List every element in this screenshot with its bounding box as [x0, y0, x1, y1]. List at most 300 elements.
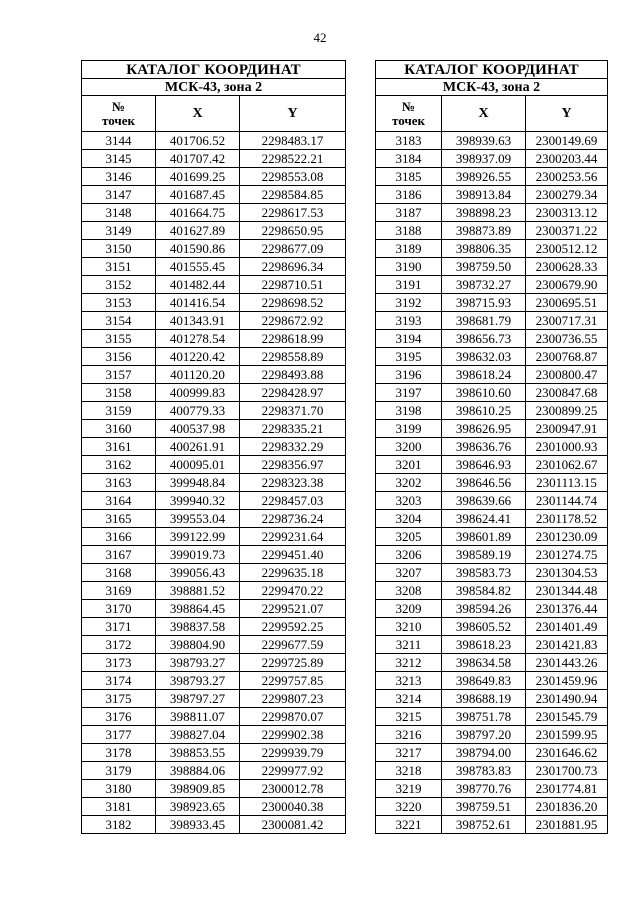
catalog-subtitle: МСК-43, зона 2: [376, 79, 608, 96]
y-coordinate-cell: 2298618.99: [240, 330, 346, 348]
point-number-cell: 3209: [376, 600, 442, 618]
point-number-cell: 3218: [376, 762, 442, 780]
table-row: [82, 168, 346, 186]
table-row: [82, 708, 346, 726]
table-row: [376, 294, 608, 312]
table-row: [82, 420, 346, 438]
point-number-cell: 3174: [82, 672, 156, 690]
x-coordinate-cell: 398759.50: [442, 258, 526, 276]
x-coordinate-cell: 401706.52: [156, 132, 240, 150]
x-coordinate-cell: 398804.90: [156, 636, 240, 654]
table-row: [82, 780, 346, 798]
y-coordinate-cell: 2301230.09: [526, 528, 608, 546]
point-number-cell: 3169: [82, 582, 156, 600]
y-coordinate-cell: 2300899.25: [526, 402, 608, 420]
table-row: [82, 222, 346, 240]
y-coordinate-cell: 2299677.59: [240, 636, 346, 654]
table-row: [82, 816, 346, 834]
y-coordinate-cell: 2298457.03: [240, 492, 346, 510]
y-coordinate-cell: 2301178.52: [526, 510, 608, 528]
point-number-cell: 3211: [376, 636, 442, 654]
y-coordinate-cell: 2300253.56: [526, 168, 608, 186]
table-row: [82, 438, 346, 456]
x-coordinate-cell: 401482.44: [156, 276, 240, 294]
y-coordinate-cell: 2298736.24: [240, 510, 346, 528]
x-coordinate-cell: 401278.54: [156, 330, 240, 348]
y-coordinate-cell: 2298483.17: [240, 132, 346, 150]
y-coordinate-cell: 2300768.87: [526, 348, 608, 366]
point-number-cell: 3182: [82, 816, 156, 834]
y-coordinate-cell: 2300371.22: [526, 222, 608, 240]
y-coordinate-cell: 2300847.68: [526, 384, 608, 402]
catalog-subtitle: МСК-43, зона 2: [82, 79, 346, 96]
y-coordinate-cell: 2301459.96: [526, 672, 608, 690]
y-coordinate-cell: 2301443.26: [526, 654, 608, 672]
y-coordinate-cell: 2300800.47: [526, 366, 608, 384]
x-coordinate-cell: 398793.27: [156, 672, 240, 690]
point-number-cell: 3157: [82, 366, 156, 384]
x-coordinate-cell: 398636.76: [442, 438, 526, 456]
page-number: 42: [313, 30, 327, 45]
table-row: [376, 366, 608, 384]
x-coordinate-cell: 398594.26: [442, 600, 526, 618]
column-header-y: Y: [240, 96, 346, 132]
x-coordinate-cell: 398864.45: [156, 600, 240, 618]
y-coordinate-cell: 2300012.78: [240, 780, 346, 798]
table-row: [82, 150, 346, 168]
x-coordinate-cell: 399553.04: [156, 510, 240, 528]
point-number-cell: 3179: [82, 762, 156, 780]
x-coordinate-cell: 398639.66: [442, 492, 526, 510]
table-row: [376, 420, 608, 438]
y-coordinate-cell: 2301304.53: [526, 564, 608, 582]
point-number-cell: 3185: [376, 168, 442, 186]
y-coordinate-cell: 2301000.93: [526, 438, 608, 456]
x-coordinate-cell: 398601.89: [442, 528, 526, 546]
y-coordinate-cell: 2299231.64: [240, 528, 346, 546]
y-coordinate-cell: 2300717.31: [526, 312, 608, 330]
y-coordinate-cell: 2298710.51: [240, 276, 346, 294]
table-row: [376, 816, 608, 834]
table-row: [82, 726, 346, 744]
point-number-cell: 3148: [82, 204, 156, 222]
x-coordinate-cell: 398770.76: [442, 780, 526, 798]
y-coordinate-cell: 2299939.79: [240, 744, 346, 762]
point-number-cell: 3215: [376, 708, 442, 726]
x-coordinate-cell: 398751.78: [442, 708, 526, 726]
point-number-cell: 3220: [376, 798, 442, 816]
table-row: [376, 150, 608, 168]
y-coordinate-cell: 2301545.79: [526, 708, 608, 726]
point-number-cell: 3195: [376, 348, 442, 366]
x-coordinate-cell: 398926.55: [442, 168, 526, 186]
table-row: [82, 546, 346, 564]
table-row: [376, 474, 608, 492]
table-row: [82, 204, 346, 222]
y-coordinate-cell: 2301490.94: [526, 690, 608, 708]
point-number-cell: 3161: [82, 438, 156, 456]
x-coordinate-cell: 398939.63: [442, 132, 526, 150]
x-coordinate-cell: 398837.58: [156, 618, 240, 636]
point-number-cell: 3208: [376, 582, 442, 600]
y-coordinate-cell: 2298553.08: [240, 168, 346, 186]
y-coordinate-cell: 2298332.29: [240, 438, 346, 456]
point-number-cell: 3187: [376, 204, 442, 222]
table-row: [376, 780, 608, 798]
point-number-cell: 3158: [82, 384, 156, 402]
table-row: [82, 564, 346, 582]
table-row: [82, 744, 346, 762]
table-row: [376, 726, 608, 744]
table-row: [82, 600, 346, 618]
x-coordinate-cell: 401627.89: [156, 222, 240, 240]
table-row: [82, 330, 346, 348]
point-number-cell: 3219: [376, 780, 442, 798]
y-coordinate-cell: 2301836.20: [526, 798, 608, 816]
y-coordinate-cell: 2299902.38: [240, 726, 346, 744]
y-coordinate-cell: 2300512.12: [526, 240, 608, 258]
table-row: [376, 492, 608, 510]
y-coordinate-cell: 2299521.07: [240, 600, 346, 618]
point-number-cell: 3146: [82, 168, 156, 186]
table-row: [376, 330, 608, 348]
y-coordinate-cell: 2301376.44: [526, 600, 608, 618]
x-coordinate-cell: 400537.98: [156, 420, 240, 438]
point-number-cell: 3156: [82, 348, 156, 366]
table-row: [376, 672, 608, 690]
x-coordinate-cell: 398618.23: [442, 636, 526, 654]
point-number-cell: 3206: [376, 546, 442, 564]
x-coordinate-cell: 398618.24: [442, 366, 526, 384]
y-coordinate-cell: 2301113.15: [526, 474, 608, 492]
x-coordinate-cell: 400779.33: [156, 402, 240, 420]
point-number-cell: 3199: [376, 420, 442, 438]
table-row: [376, 204, 608, 222]
table-row: [376, 564, 608, 582]
table-row: [376, 276, 608, 294]
y-coordinate-cell: 2301599.95: [526, 726, 608, 744]
table-row: [376, 744, 608, 762]
table-row: [376, 186, 608, 204]
y-coordinate-cell: 2300279.34: [526, 186, 608, 204]
point-number-cell: 3180: [82, 780, 156, 798]
x-coordinate-cell: 398626.95: [442, 420, 526, 438]
point-number-cell: 3216: [376, 726, 442, 744]
table-row: [376, 636, 608, 654]
y-coordinate-cell: 2298672.92: [240, 312, 346, 330]
x-coordinate-cell: 398811.07: [156, 708, 240, 726]
table-row: [376, 510, 608, 528]
table-row: [82, 618, 346, 636]
point-number-cell: 3207: [376, 564, 442, 582]
y-coordinate-cell: 2298371.70: [240, 402, 346, 420]
point-number-cell: 3153: [82, 294, 156, 312]
x-coordinate-cell: 398610.25: [442, 402, 526, 420]
table-row: [82, 456, 346, 474]
table-row: [82, 474, 346, 492]
x-coordinate-cell: 401416.54: [156, 294, 240, 312]
y-coordinate-cell: 2298428.97: [240, 384, 346, 402]
y-coordinate-cell: 2301774.81: [526, 780, 608, 798]
x-coordinate-cell: 401555.45: [156, 258, 240, 276]
point-number-cell: 3178: [82, 744, 156, 762]
x-coordinate-cell: 398646.93: [442, 456, 526, 474]
table-row: [376, 402, 608, 420]
x-coordinate-cell: 398827.04: [156, 726, 240, 744]
point-number-cell: 3210: [376, 618, 442, 636]
x-coordinate-cell: 401699.25: [156, 168, 240, 186]
table-row: [376, 132, 608, 150]
table-row: [82, 762, 346, 780]
table-row: [376, 312, 608, 330]
table-row: [82, 348, 346, 366]
y-coordinate-cell: 2300040.38: [240, 798, 346, 816]
x-coordinate-cell: 398873.89: [442, 222, 526, 240]
point-number-cell: 3167: [82, 546, 156, 564]
y-coordinate-cell: 2301344.48: [526, 582, 608, 600]
y-coordinate-cell: 2298698.52: [240, 294, 346, 312]
table-row: [376, 762, 608, 780]
y-coordinate-cell: 2298650.95: [240, 222, 346, 240]
point-number-cell: 3150: [82, 240, 156, 258]
x-coordinate-cell: 399948.84: [156, 474, 240, 492]
table-row: [376, 258, 608, 276]
y-coordinate-cell: 2298493.88: [240, 366, 346, 384]
y-coordinate-cell: 2299757.85: [240, 672, 346, 690]
y-coordinate-cell: 2300679.90: [526, 276, 608, 294]
table-row: [376, 348, 608, 366]
point-number-cell: 3193: [376, 312, 442, 330]
y-coordinate-cell: 2301274.75: [526, 546, 608, 564]
x-coordinate-cell: 400261.91: [156, 438, 240, 456]
y-coordinate-cell: 2299977.92: [240, 762, 346, 780]
x-coordinate-cell: 398759.51: [442, 798, 526, 816]
point-number-cell: 3166: [82, 528, 156, 546]
y-coordinate-cell: 2299470.22: [240, 582, 346, 600]
x-coordinate-cell: 398656.73: [442, 330, 526, 348]
table-row: [376, 546, 608, 564]
coordinate-catalog-table-right: [375, 60, 608, 834]
x-coordinate-cell: 398646.56: [442, 474, 526, 492]
y-coordinate-cell: 2298696.34: [240, 258, 346, 276]
x-coordinate-cell: 398793.27: [156, 654, 240, 672]
x-coordinate-cell: 401687.45: [156, 186, 240, 204]
point-number-cell: 3160: [82, 420, 156, 438]
point-number-cell: 3212: [376, 654, 442, 672]
table-row: [82, 636, 346, 654]
x-coordinate-cell: 398649.83: [442, 672, 526, 690]
x-coordinate-cell: 398752.61: [442, 816, 526, 834]
table-row: [82, 276, 346, 294]
y-coordinate-cell: 2301421.83: [526, 636, 608, 654]
point-number-cell: 3171: [82, 618, 156, 636]
x-coordinate-cell: 398884.06: [156, 762, 240, 780]
y-coordinate-cell: 2298617.53: [240, 204, 346, 222]
point-number-cell: 3192: [376, 294, 442, 312]
table-row: [82, 366, 346, 384]
point-number-cell: 3177: [82, 726, 156, 744]
table-row: [376, 438, 608, 456]
point-number-cell: 3151: [82, 258, 156, 276]
point-number-cell: 3184: [376, 150, 442, 168]
y-coordinate-cell: 2301646.62: [526, 744, 608, 762]
y-coordinate-cell: 2299807.23: [240, 690, 346, 708]
y-coordinate-cell: 2299635.18: [240, 564, 346, 582]
x-coordinate-cell: 398794.00: [442, 744, 526, 762]
x-coordinate-cell: 398797.20: [442, 726, 526, 744]
x-coordinate-cell: 399940.32: [156, 492, 240, 510]
x-coordinate-cell: 398909.85: [156, 780, 240, 798]
x-coordinate-cell: 398732.27: [442, 276, 526, 294]
point-number-cell: 3170: [82, 600, 156, 618]
x-coordinate-cell: 398715.93: [442, 294, 526, 312]
x-coordinate-cell: 398634.58: [442, 654, 526, 672]
x-coordinate-cell: 398923.65: [156, 798, 240, 816]
table-row: [376, 222, 608, 240]
coordinate-catalog-table-left: [81, 60, 346, 834]
table-row: [82, 654, 346, 672]
table-row: [376, 618, 608, 636]
catalog-title: КАТАЛОГ КООРДИНАТ: [82, 61, 346, 79]
x-coordinate-cell: 399122.99: [156, 528, 240, 546]
x-coordinate-cell: 398933.45: [156, 816, 240, 834]
table-row: [376, 690, 608, 708]
y-coordinate-cell: 2298558.89: [240, 348, 346, 366]
x-coordinate-cell: 398632.03: [442, 348, 526, 366]
table-row: [82, 132, 346, 150]
point-number-cell: 3213: [376, 672, 442, 690]
point-number-cell: 3214: [376, 690, 442, 708]
y-coordinate-cell: 2299870.07: [240, 708, 346, 726]
table-row: [376, 384, 608, 402]
point-number-cell: 3154: [82, 312, 156, 330]
y-coordinate-cell: 2298677.09: [240, 240, 346, 258]
x-coordinate-cell: 398937.09: [442, 150, 526, 168]
y-coordinate-cell: 2300081.42: [240, 816, 346, 834]
table-row: [82, 240, 346, 258]
table-row: [82, 186, 346, 204]
point-number-cell: 3202: [376, 474, 442, 492]
table-row: [82, 402, 346, 420]
point-number-cell: 3181: [82, 798, 156, 816]
point-number-cell: 3201: [376, 456, 442, 474]
x-coordinate-cell: 398583.73: [442, 564, 526, 582]
point-number-cell: 3205: [376, 528, 442, 546]
table-row: [376, 168, 608, 186]
table-row: [82, 798, 346, 816]
point-number-cell: 3168: [82, 564, 156, 582]
x-coordinate-cell: 401120.20: [156, 366, 240, 384]
x-coordinate-cell: 400999.83: [156, 384, 240, 402]
point-number-cell: 3189: [376, 240, 442, 258]
point-number-cell: 3163: [82, 474, 156, 492]
y-coordinate-cell: 2301144.74: [526, 492, 608, 510]
point-number-cell: 3198: [376, 402, 442, 420]
x-coordinate-cell: 400095.01: [156, 456, 240, 474]
x-coordinate-cell: 401343.91: [156, 312, 240, 330]
point-number-cell: 3144: [82, 132, 156, 150]
x-coordinate-cell: 398688.19: [442, 690, 526, 708]
y-coordinate-cell: 2300947.91: [526, 420, 608, 438]
table-row: [82, 258, 346, 276]
point-number-cell: 3183: [376, 132, 442, 150]
table-row: [82, 294, 346, 312]
y-coordinate-cell: 2300149.69: [526, 132, 608, 150]
y-coordinate-cell: 2301062.67: [526, 456, 608, 474]
table-row: [82, 690, 346, 708]
x-coordinate-cell: 398605.52: [442, 618, 526, 636]
y-coordinate-cell: 2298356.97: [240, 456, 346, 474]
y-coordinate-cell: 2301881.95: [526, 816, 608, 834]
table-row: [82, 492, 346, 510]
x-coordinate-cell: 398783.83: [442, 762, 526, 780]
column-header-x: X: [156, 96, 240, 132]
x-coordinate-cell: 398853.55: [156, 744, 240, 762]
x-coordinate-cell: 398584.82: [442, 582, 526, 600]
x-coordinate-cell: 398681.79: [442, 312, 526, 330]
point-number-cell: 3197: [376, 384, 442, 402]
point-number-cell: 3164: [82, 492, 156, 510]
point-number-cell: 3147: [82, 186, 156, 204]
x-coordinate-cell: 398881.52: [156, 582, 240, 600]
y-coordinate-cell: 2299451.40: [240, 546, 346, 564]
x-coordinate-cell: 398797.27: [156, 690, 240, 708]
point-number-cell: 3188: [376, 222, 442, 240]
point-number-cell: 3159: [82, 402, 156, 420]
table-row: [82, 528, 346, 546]
point-number-cell: 3186: [376, 186, 442, 204]
y-coordinate-cell: 2300203.44: [526, 150, 608, 168]
column-header-x: X: [442, 96, 526, 132]
x-coordinate-cell: 398624.41: [442, 510, 526, 528]
point-number-cell: 3172: [82, 636, 156, 654]
table-row: [82, 312, 346, 330]
point-number-cell: 3221: [376, 816, 442, 834]
point-number-cell: 3217: [376, 744, 442, 762]
x-coordinate-cell: 399056.43: [156, 564, 240, 582]
table-row: [376, 528, 608, 546]
y-coordinate-cell: 2301700.73: [526, 762, 608, 780]
point-number-cell: 3165: [82, 510, 156, 528]
point-number-cell: 3194: [376, 330, 442, 348]
table-row: [376, 600, 608, 618]
column-header-point-number: № точек: [376, 96, 442, 132]
y-coordinate-cell: 2300628.33: [526, 258, 608, 276]
y-coordinate-cell: 2298323.38: [240, 474, 346, 492]
y-coordinate-cell: 2300736.55: [526, 330, 608, 348]
y-coordinate-cell: 2300313.12: [526, 204, 608, 222]
table-row: [376, 582, 608, 600]
y-coordinate-cell: 2298335.21: [240, 420, 346, 438]
y-coordinate-cell: 2298584.85: [240, 186, 346, 204]
point-number-cell: 3155: [82, 330, 156, 348]
y-coordinate-cell: 2300695.51: [526, 294, 608, 312]
column-header-y: Y: [526, 96, 608, 132]
catalog-title: КАТАЛОГ КООРДИНАТ: [376, 61, 608, 79]
x-coordinate-cell: 398806.35: [442, 240, 526, 258]
column-header-point-number: № точек: [82, 96, 156, 132]
table-row: [376, 240, 608, 258]
point-number-cell: 3175: [82, 690, 156, 708]
point-number-cell: 3176: [82, 708, 156, 726]
x-coordinate-cell: 398898.23: [442, 204, 526, 222]
y-coordinate-cell: 2298522.21: [240, 150, 346, 168]
point-number-cell: 3203: [376, 492, 442, 510]
point-number-cell: 3191: [376, 276, 442, 294]
x-coordinate-cell: 398589.19: [442, 546, 526, 564]
table-row: [82, 510, 346, 528]
x-coordinate-cell: 398610.60: [442, 384, 526, 402]
